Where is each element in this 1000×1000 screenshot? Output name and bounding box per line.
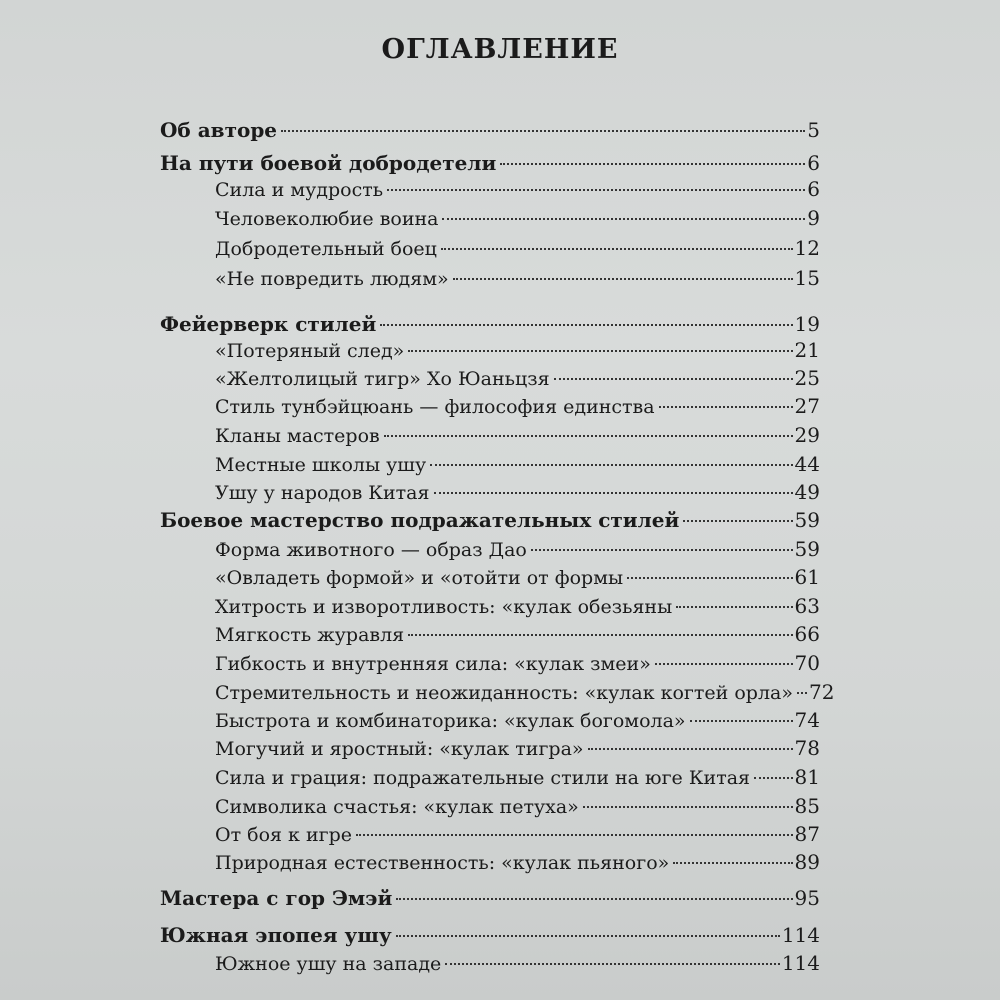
toc-entry-title: Мастера с гор Эмэй <box>160 886 393 910</box>
toc-entry <box>160 151 820 175</box>
toc-entry-title: Человеколюбие воина <box>215 208 439 230</box>
toc-entry <box>160 537 820 562</box>
toc-page-number: 70 <box>794 651 820 675</box>
toc-entry <box>160 312 820 336</box>
dot-leader <box>500 163 805 165</box>
toc-entry-title: Добродетельный боец <box>215 238 437 260</box>
dot-leader <box>683 520 792 522</box>
toc-page-number: 85 <box>794 794 820 818</box>
toc-entry-title: От боя к игре <box>215 824 352 846</box>
toc-entry <box>160 680 835 705</box>
dot-leader <box>583 806 793 808</box>
toc-entry-title: Южное ушу на западе <box>215 953 442 975</box>
toc-entry-title: Форма животного — образ Дао <box>215 539 527 561</box>
toc-page-number: 89 <box>794 850 820 874</box>
dot-leader <box>387 189 805 191</box>
dot-leader <box>588 748 793 750</box>
toc-entry <box>160 765 820 790</box>
toc-page-number: 114 <box>781 923 820 947</box>
toc-page-number: 25 <box>794 366 820 390</box>
dot-leader <box>754 777 793 779</box>
dot-leader <box>384 435 793 437</box>
toc-entry <box>160 594 820 619</box>
toc-entry <box>160 236 820 261</box>
toc-page-number: 49 <box>794 480 820 504</box>
dot-leader <box>430 464 792 466</box>
toc-entry <box>160 366 820 391</box>
dot-leader <box>659 406 793 408</box>
toc-entry <box>160 951 820 976</box>
toc-entry <box>160 452 820 477</box>
dot-leader <box>396 935 780 937</box>
toc-entry-title: «Не повредить людям» <box>215 268 449 290</box>
toc-page-number: 44 <box>794 452 820 476</box>
page-title: ОГЛАВЛЕНИЕ <box>381 34 619 65</box>
toc-page-number: 27 <box>794 394 820 418</box>
toc-page-number: 59 <box>794 537 820 561</box>
dot-leader <box>281 130 805 132</box>
toc-entry <box>160 822 820 847</box>
toc-page-number: 19 <box>794 312 820 336</box>
toc-page-number: 59 <box>794 508 820 532</box>
toc-entry <box>160 177 820 202</box>
dot-leader <box>797 692 807 694</box>
toc-entry <box>160 266 820 291</box>
toc-entry <box>160 508 820 532</box>
toc-entry-title: Мягкость журавля <box>215 624 405 646</box>
dot-leader <box>673 862 792 864</box>
dot-leader <box>655 663 793 665</box>
toc-entry <box>160 206 820 231</box>
dot-leader <box>531 549 793 551</box>
toc-entry-title: Сила и мудрость <box>215 179 384 201</box>
dot-leader <box>434 492 793 494</box>
toc-page-number: 5 <box>807 118 820 142</box>
toc-entry <box>160 622 820 647</box>
dot-leader <box>396 898 792 900</box>
toc-entry-title: Боевое мастерство подражательных стилей <box>160 508 680 532</box>
toc-page-number: 74 <box>794 708 820 732</box>
toc-entry <box>160 794 820 819</box>
toc-entry <box>160 923 820 947</box>
toc-entry <box>160 423 820 448</box>
toc-entry-title: Об авторе <box>160 118 278 142</box>
dot-leader <box>690 720 793 722</box>
toc-entry <box>160 708 820 733</box>
toc-entry-title: «Овладеть формой» и «отойти от формы <box>215 567 624 589</box>
toc-entry-title: Сила и грация: подражательные стили на юге Китая <box>215 767 751 789</box>
dot-leader <box>408 350 792 352</box>
toc-entry-title: Стиль тунбэйцюань — философия единства <box>215 396 655 418</box>
toc-entry-title: Хитрость и изворотливость: «кулак обезьяны <box>215 596 673 618</box>
dot-leader <box>554 378 793 380</box>
toc-page-number: 72 <box>808 680 835 704</box>
toc-entry <box>160 850 820 875</box>
toc-page-number: 114 <box>781 951 820 975</box>
toc-entry-title: Ушу у народов Китая <box>215 482 430 504</box>
toc-entry-title: Южная эпопея ушу <box>160 923 392 947</box>
toc-page-number: 9 <box>807 206 820 230</box>
toc-page-number: 87 <box>794 822 820 846</box>
toc-entry <box>160 565 820 590</box>
dot-leader <box>408 634 792 636</box>
toc-entry <box>160 651 820 676</box>
toc-entry <box>160 736 820 761</box>
dot-leader <box>380 324 792 326</box>
toc-page-number: 21 <box>794 338 820 362</box>
toc-entry <box>160 394 820 419</box>
toc-page-number: 66 <box>794 622 820 646</box>
toc-entry-title: «Потеряный след» <box>215 340 405 362</box>
toc-entry-title: «Желтолицый тигр» Хо Юаньцзя <box>215 368 550 390</box>
toc-page-number: 15 <box>794 266 820 290</box>
dot-leader <box>445 963 780 965</box>
toc-page-number: 81 <box>794 765 820 789</box>
toc-entry-title: Кланы мастеров <box>215 425 380 447</box>
toc-entry-title: Символика счастья: «кулак петуха» <box>215 796 579 818</box>
toc-page-number: 29 <box>794 423 820 447</box>
toc-entry-title: На пути боевой добродетели <box>160 151 497 175</box>
dot-leader <box>627 577 792 579</box>
dot-leader <box>442 218 805 220</box>
toc-page-number: 61 <box>794 565 820 589</box>
toc-entry-title: Природная естественность: «кулак пьяного» <box>215 852 670 874</box>
dot-leader <box>453 278 793 280</box>
toc-page-number: 78 <box>794 736 820 760</box>
toc-entry <box>160 338 820 363</box>
toc-entry-title: Стремительность и неожиданность: «кулак когтей орла» <box>215 682 793 704</box>
toc-page-number: 12 <box>794 236 820 260</box>
toc-page-number: 6 <box>807 177 820 201</box>
dot-leader <box>676 606 792 608</box>
toc-page-number: 95 <box>794 886 820 910</box>
toc-entry-title: Гибкость и внутренняя сила: «кулак змеи» <box>215 653 651 675</box>
toc-entry-title: Могучий и яростный: «кулак тигра» <box>215 738 584 760</box>
toc-entry-title: Быстрота и комбинаторика: «кулак богомола» <box>215 710 686 732</box>
toc-page-number: 6 <box>807 151 820 175</box>
dot-leader <box>356 834 793 836</box>
toc-entry <box>160 118 820 142</box>
dot-leader <box>441 248 793 250</box>
toc-entry-title: Местные школы ушу <box>215 454 427 476</box>
toc-entry <box>160 480 820 505</box>
toc-entry <box>160 886 820 910</box>
toc-page-number: 63 <box>794 594 820 618</box>
toc-entry-title: Фейерверк стилей <box>160 312 377 336</box>
